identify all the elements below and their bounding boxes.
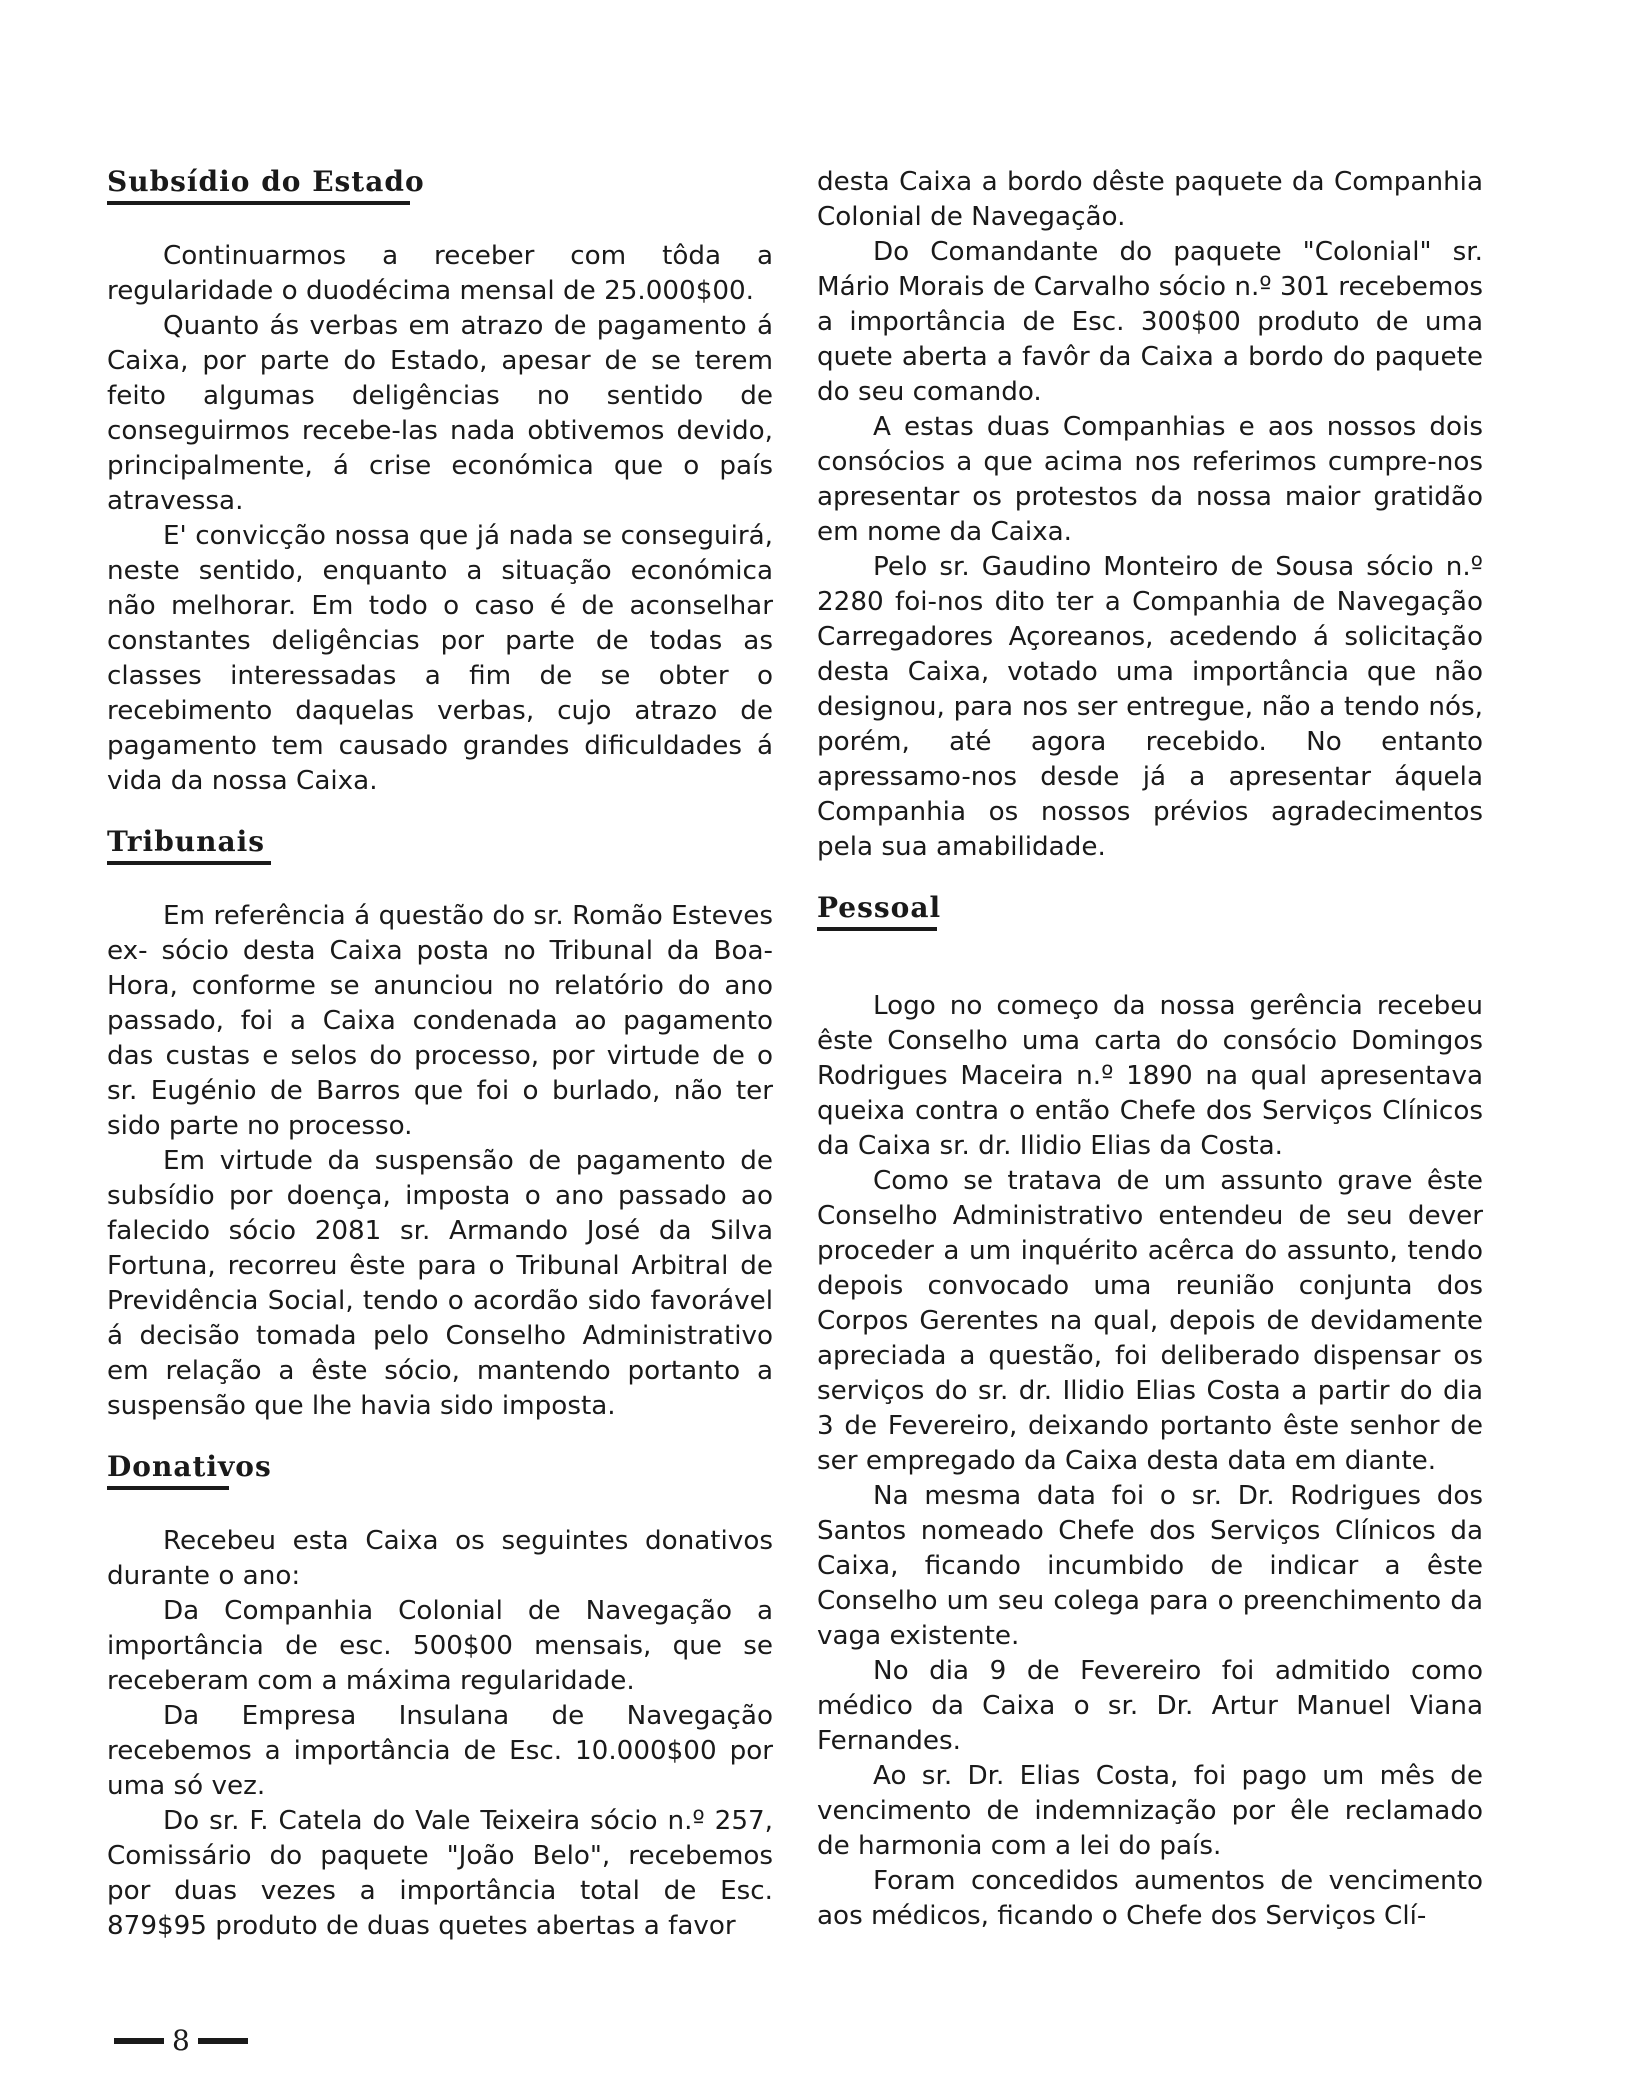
section-heading: Donativos [107,1450,272,1483]
paragraph: Do sr. F. Catela do Vale Teixeira sócio n.º 257, Comissário do paquete "João Belo", recebemos por duas vezes a importância total de Esc. 879$95 produto de duas quetes abertas a favor [107,1806,773,1941]
page-number [114,2024,248,2057]
paragraph: Logo no começo da nossa gerência recebeu êste Conselho uma carta do consócio Domingos Rodrigues Maceira n.º 1890 na qual apresentava queixa contra o então Chefe dos Serviços Clínicos da Caixa sr. dr. Ilidio Elias da Costa. [817,991,1483,1161]
page-number-rule-left [114,2038,164,2044]
left-column [107,165,773,1944]
section-tribunais [107,825,773,1424]
paragraph: No dia 9 de Fevereiro foi admitido como médico da Caixa o sr. Dr. Artur Manuel Viana Fernandes. [817,1656,1483,1756]
right-column [817,165,1483,1934]
section-heading: Subsídio do Estado [107,165,425,198]
paragraph: Em virtude da suspensão de pagamento de subsídio por doença, imposta o ano passado ao falecido sócio 2081 sr. Armando José da Silva Fortuna, recorreu êste para o Tribunal Arbitral de Previdência Social, tendo o acordão sido favorável á decisão tomada pelo Conselho Administrativo em relação a êste sócio, mantendo portanto a suspensão que lhe havia sido imposta. [107,1146,773,1421]
paragraph: Na mesma data foi o sr. Dr. Rodrigues dos Santos nomeado Chefe dos Serviços Clínicos da Caixa, ficando incumbido de indicar a êste Conselho um seu colega para o preenchimento da vaga existente. [817,1481,1483,1651]
paragraph: Da Empresa Insulana de Navegação recebemos a importância de Esc. 10.000$00 por uma só vez. [107,1701,773,1801]
paragraph: Continuarmos a receber com tôda a regularidade o duodécima mensal de 25.000$00. [107,241,773,306]
page-number-rule-right [198,2038,248,2044]
paragraph: Recebeu esta Caixa os seguintes donativos durante o ano: [107,1526,773,1591]
paragraph: Foram concedidos aumentos de vencimento aos médicos, ficando o Chefe dos Serviços Clí- [817,1866,1483,1931]
paragraph: Do Comandante do paquete "Colonial" sr. Mário Morais de Carvalho sócio n.º 301 recebemos a importância de Esc. 300$00 produto de uma quete aberta a favôr da Caixa a bordo do paquete do seu comando. [817,237,1483,407]
section-heading: Tribunais [107,825,266,858]
paragraph: A estas duas Companhias e aos nossos dois consócios a que acima nos referimos cumpre-nos apresentar os protestos da nossa maior gratidão em nome da Caixa. [817,412,1483,547]
paragraph-continued: desta Caixa a bordo dêste paquete da Companhia Colonial de Navegação. [817,167,1483,232]
section-pessoal [817,891,1483,1934]
paragraph: Pelo sr. Gaudino Monteiro de Sousa sócio n.º 2280 foi-nos dito ter a Companhia de Navegação Carregadores Açoreanos, acedendo á solicitação desta Caixa, votado uma importância que não designou, para nos ser entregue, não a tendo nós, porém, até agora recebido. No entanto apressamo-nos desde já a apresentar áquela Companhia os nossos prévios agradecimentos pela sua amabilidade. [817,552,1483,862]
section-subsidio [107,165,773,799]
paragraph: Em referência á questão do sr. Romão Esteves ex- sócio desta Caixa posta no Tribunal da Boa-Hora, conforme se anunciou no relatório do ano passado, foi a Caixa condenada ao pagamento das custas e selos do processo, por virtude de o sr. Eugénio de Barros que foi o burlado, não ter sido parte no processo. [107,901,773,1141]
paragraph: Como se tratava de um assunto grave êste Conselho Administrativo entendeu de seu dever proceder a um inquérito acêrca do assunto, tendo depois convocado uma reunião conjunta dos Corpos Gerentes na qual, depois de devidamente apreciada a questão, foi deliberado dispensar os serviços do sr. dr. Ilidio Elias Costa a partir do dia 3 de Fevereiro, deixando portanto êste senhor de ser empregado da Caixa desta data em diante. [817,1166,1483,1476]
page-number-value: 8 [172,2024,190,2057]
paragraph: Da Companhia Colonial de Navegação a importância de esc. 500$00 mensais, que se receberam com a máxima regularidade. [107,1596,773,1696]
paragraph: Ao sr. Dr. Elias Costa, foi pago um mês de vencimento de indemnização por êle reclamado de harmonia com a lei do país. [817,1761,1483,1861]
paragraph: E' convicção nossa que já nada se conseguirá, neste sentido, enquanto a situação económica não melhorar. Em todo o caso é de aconselhar constantes deligências por parte de todas as classes interessadas a fim de se obter o recebimento daquelas verbas, cujo atrazo de pagamento tem causado grandes dificuldades á vida da nossa Caixa. [107,521,773,796]
paragraph: Quanto ás verbas em atrazo de pagamento á Caixa, por parte do Estado, apesar de se terem feito algumas deligências no sentido de conseguirmos recebe-las nada obtivemos devido, principalmente, á crise económica que o país atravessa. [107,311,773,516]
section-heading: Pessoal [817,891,942,924]
section-donativos [107,1450,773,1944]
